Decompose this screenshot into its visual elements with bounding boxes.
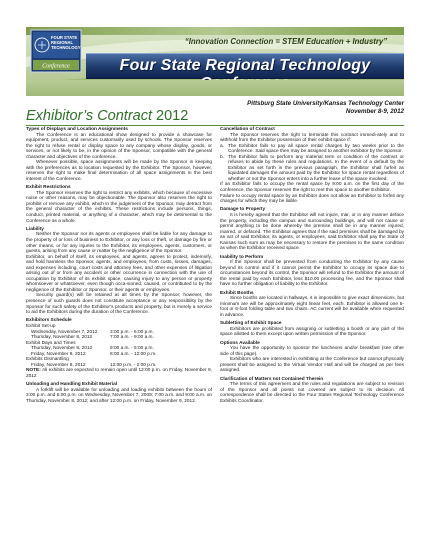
schedule-day: Friday, November 9, 2012 [31, 351, 86, 357]
section-heading-inability: Inability to Perform [220, 254, 264, 260]
venue-dates: November 8-9, 2012 [345, 108, 404, 115]
section-heading-unloading: Unloading and Handling Exhibit Material [26, 382, 118, 388]
schedule-time: 7:00 a.m. - 9:00 a.m. [110, 335, 154, 341]
schedule-day: Thursday, November 8, 2012 [31, 335, 93, 341]
contract-year: 2012 [156, 108, 189, 124]
schedule-note-text: All exhibits are expected to remain open until 12:00 p.m. on Friday, November 9, 2012 [26, 368, 213, 379]
schedule-note [26, 368, 212, 379]
cancellation-item-b-label: b. [220, 154, 224, 160]
section-heading-types: Types of Displays and Location Assignments [26, 127, 128, 132]
section-heading-schedule: Exhibitors Schedule [26, 318, 72, 324]
conference-logo [30, 29, 82, 73]
section-heading-restrictions: Exhibit Restrictions [26, 185, 71, 191]
types-paragraph-1: The Conference is an educational show designed to provide a showcase for equipment, product, and services customarily used by schools. The Sponsor reserves the right to refuse rental or display space to any company whose display, goods, or services, or not likely to be, in the opinion of the Sponsor, compatible with the general character and objectives of the conference. [26, 132, 212, 160]
cancellation-item-a-label: a. [220, 143, 224, 149]
schedule-note-label: NOTE: [26, 368, 41, 374]
title-divider [26, 125, 404, 126]
cancellation-item-a-text: The Exhibitor fails to pay all space rental charges by two weeks prior to the Conference. Said space then may be assigned to another exhibitor by the Sponsor. [228, 143, 404, 155]
logo-line-1: FOUR STATE [51, 35, 78, 40]
conference-banner [26, 27, 404, 96]
schedule-day: Wednesday, November 7, 2012 [31, 329, 98, 335]
conference-title: Four State Regional Technology [119, 57, 371, 74]
cancellation-paragraph-2: If an Exhibitor fails to occupy the rental space by 9:00 a.m. on the first day of the conference, the Sponsor reserves the right to rent this space to another Exhibitor. [220, 182, 404, 194]
section-heading-cancellation: Cancellation of Contract [220, 127, 275, 132]
liability-paragraph-2: Exhibitor, on behalf of itself, its employees, and agents, agrees to protect, indemnify, and hold harmless the Sponsor, agents, and employees, from costs, losses, damages, and expenses including, court costs and attorney fees, and other expenses of litigation arising out of or from any accident or other occurrence in connection with the use of occupation by Exhibitor of its exhibit space, causing injury to any person or property whomsoever or whatsoever, even though occa-sioned, caused, or contributed to by the negligence of the Exhibitor or Sponsor, or their agents or employees. [26, 254, 212, 293]
section-heading-liability: Liability [26, 226, 44, 232]
cancellation-item-a [220, 144, 404, 155]
banner-bottom-band [26, 80, 404, 96]
section-heading-damage: Damage to Property [220, 207, 266, 213]
schedule-time: 12:00 p.m. - 2:00 p.m. [110, 362, 157, 368]
booths-paragraph: Since booths are located in hallways, it is impossible to give exact dimensions, but minimum are will be approximately eight linear feet, each. Exhibitor is allowed one 5-foot or 6-foot folding table and two chairs. AC current will be available when requested in advance. [220, 296, 404, 318]
cancellation-item-b [220, 155, 404, 183]
contract-title [26, 108, 188, 124]
schedule-dismantle-label: Exhibits Dismantling [26, 357, 69, 363]
restrictions-paragraph: The Sponsor reserves the right to restrict any exhibits, which because of excessive noise or other reasons, may be objectionable. The Sponsor also reserves the right to prohibit or remove any exhibit, which in the judgement of the Sponsor, may detract from the general character of the exhibits. These restrictions include persons, things, conduct, printed material, or anything of a character, which may be detrimental to the Conference as a whole. [26, 190, 212, 224]
schedule-setup-label: Exhibit Set-up [26, 323, 56, 329]
right-column [220, 127, 404, 404]
logo-line-2: REGIONAL [51, 40, 74, 45]
cancellation-paragraph-3: Failure to occupy rental space by an Exhibitor does not allow an Exhibitor to forfeit any charges for which they may be liable. [220, 193, 404, 205]
schedule-time: 9:00 a.m. - 5:00 p.m. [110, 346, 154, 352]
cancellation-item-b-text: The Exhibitor fails to perform any material term or condition of the contract or refuses to abide by these rules and regulations. In the event of a default by the Exhibitor as set forth in the previous paragraph, the Exhibitor shall forfeit as liquidated damages the amount paid by the Exhibitor for space rental regardless of whether or not the Sponsor enters into a further lease of the space involved. [228, 154, 404, 182]
options-paragraph-1: You have the opportunity to sponsor the luncheons and/or breakfast (see other side of this page). [220, 346, 404, 357]
section-heading-booths: Exhibit Booths [220, 290, 254, 296]
section-heading-options: Options Available [220, 340, 260, 346]
section-heading-subletting: Subletting of Exhibit Space [220, 321, 282, 327]
logo-line-3: TECHNOLOGY [51, 45, 81, 50]
schedule-day: Friday, November 9, 2012 [31, 362, 86, 368]
inability-paragraph: If the Sponsor shall be prevented from conducting the Exhibitor by any cause beyond its control and if it cannot permit the Exhibitor to occupy its space due to circumstances beyond its control, the Sponsor will refund to the Exhibitor the amount of the rental paid by each Exhibitor, less $10.00 processing fee, and the Sponsor shall have no further obligation of liability to the Exhibitor. [220, 260, 404, 288]
schedule-row [26, 335, 212, 341]
damage-paragraph: It is hereby agreed that the Exhibitor will not injure, mar, or in any manner deface the property, including the campus and surrounding buildings, and will not cause or permit anything to be done whereby the premise shall be in any manner injured, marred, or defaced. The Exhibitor agrees that if the said premises shall be damaged by an act of said Exhibitor, its agents, or employees, said Exhibitor shall pay the State of Kansas such sum as may be necessary to restore the premises to the same condition as when the Exhibitor received space. [220, 213, 404, 252]
liability-paragraph-3: Security guard(s) will be retained at all times by the Sponsor; however, the presence of such guards does not constitute acceptance or any responsibility by the Sponsor for such safety of the Exhibitor’s products and property, but is merely a service to aid the Exhibitors during the duration of the Conference. [26, 293, 212, 316]
unloading-paragraph: A forklift will be available for unloading and loading exhibits between the hours of 3:00 p.m. and 6:00 p.m. on Wednesday, November 7, 2009; 7:00 a.m. and 9:00 a.m. on Thursday, November 8, 2012; and after 12:00 p.m. on Friday, November 9, 2012. [26, 387, 212, 404]
cancellation-paragraph: The Sponsor reserves the right to terminate this contract immedi-ately and to withhold from the Exhibitor possession of their exhibit space if: [220, 132, 404, 144]
venue-location: Pittsburg State University/Kansas Technology Center [247, 100, 404, 107]
venue-info [247, 100, 404, 116]
schedule-days-label: Exhibit Days and Times [26, 340, 76, 346]
contract-title-text: Exhibitor’s Contract [26, 108, 152, 124]
subletting-paragraph: Exhibitors are prohibited from assigning or subletting a booth or any part of the space allotted to them except upon written permission of the Sponsor. [220, 326, 404, 338]
schedule-time: 8:00 a.m. - 12:00 p.m. [110, 351, 157, 357]
logo-line-4: Conference [42, 63, 70, 70]
types-paragraph-2: Whenever possible, space assignments will be made by the Sponsor in keeping with the preferences as to location requested by the Exhibitor. The Sponsor, however, reserves the right to make final determination of all space assignments in the best interest of the Conference. [26, 160, 212, 182]
liability-paragraph-1: Neither the Sponsor nor its agents or employees shall be liable for any damage to the property of or loss of business to Exhibitor, or any loss or theft, or damage by fire or other means, or for any injuries to the Exhibitor, its employees, agents, customers, or guests, arising from any cause or matter by the negligence of the Sponsor. [26, 232, 212, 255]
schedule-time: 3:00 p.m. - 6:00 p.m. [110, 329, 154, 335]
clarification-paragraph: The terms of this agreement and the rules and regulations are subject to revision of the Sponsor and all points not covered are subject to its decision. All correspondence shall be directed to the Four States Regional Technology Conference Exhibits Coordinator. [220, 382, 404, 404]
banner-tagline: “Innovation Connection = STEM Education + Industry” [184, 37, 388, 46]
schedule-day: Thursday, November 8, 2012 [31, 346, 93, 352]
left-column [26, 127, 212, 404]
options-paragraph-2: Exhibitors who are interested in exhibiting at the Conference but cannot physically present shall be assigned to the Virtual Vendor Hall and will be charged as per fees assigned. [220, 357, 404, 374]
section-heading-clarification: Clarification of Matters not Contained Therein [220, 376, 324, 382]
conference-title-bar [86, 53, 404, 79]
